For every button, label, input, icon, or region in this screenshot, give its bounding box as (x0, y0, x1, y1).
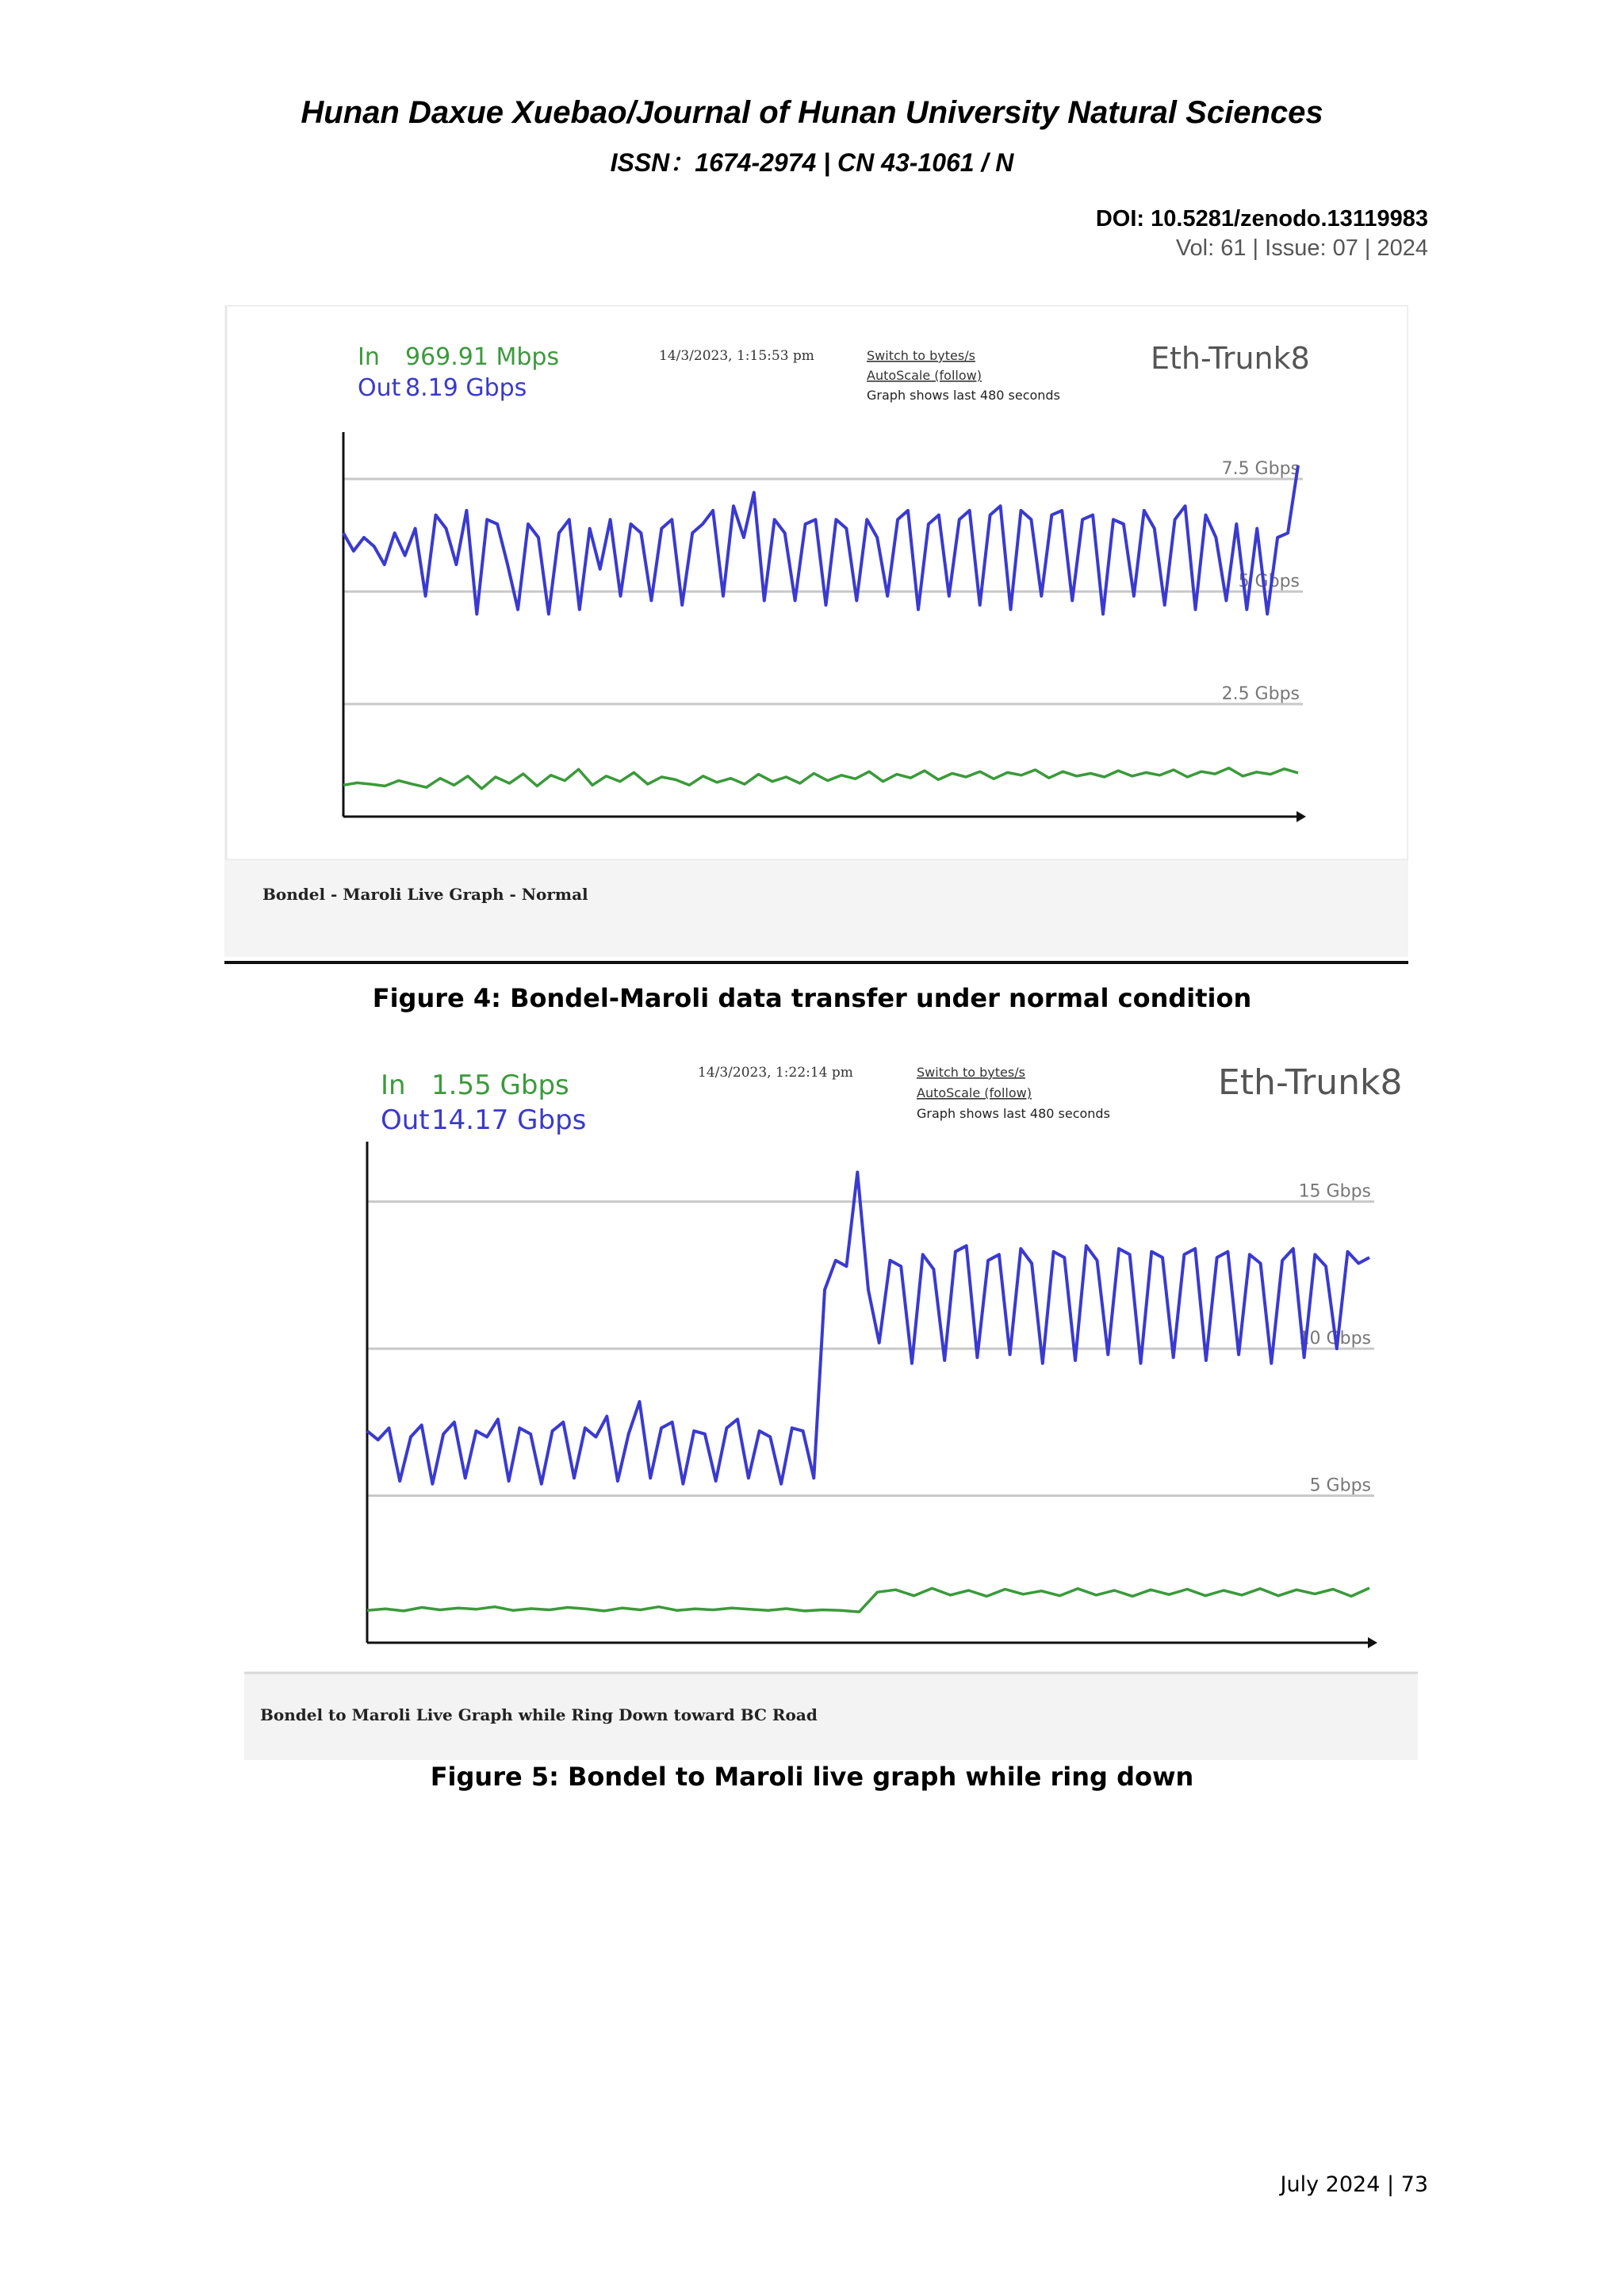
figure-4-caption: Figure 4: Bondel-Maroli data transfer under normal condition (372, 983, 1252, 1013)
figure-5-svg (244, 1031, 1418, 1760)
y-tick-label: 2.5 Gbps (1221, 684, 1300, 705)
figure-4-rule (224, 961, 1408, 964)
graph-window-note: Graph shows last 480 seconds (867, 388, 1060, 403)
out-label: Out (381, 1104, 430, 1136)
switch-units-link[interactable]: Switch to bytes/s (917, 1065, 1025, 1080)
figure-5-subcaption: Bondel to Maroli Live Graph while Ring Down toward BC Road (260, 1705, 818, 1724)
figure-5-screenshot (244, 1031, 1418, 1760)
journal-title: Hunan Daxue Xuebao/Journal of Hunan University Natural Sciences (301, 95, 1323, 130)
y-tick-label: 10 Gbps (1298, 1329, 1371, 1349)
figure-4-screenshot (224, 305, 1408, 957)
interface-name: Eth-Trunk8 (1218, 1062, 1403, 1103)
y-tick-label: 5 Gbps (1309, 1475, 1371, 1496)
switch-units-link[interactable]: Switch to bytes/s (867, 348, 975, 363)
y-tick-label: 7.5 Gbps (1221, 459, 1300, 480)
figure-4-panel-border (226, 305, 1408, 860)
doi: DOI: 10.5281/zenodo.13119983 (1095, 206, 1428, 232)
out-value: 8.19 Gbps (405, 374, 527, 402)
interface-name: Eth-Trunk8 (1151, 341, 1310, 376)
timestamp: 14/3/2023, 1:22:14 pm (698, 1065, 853, 1081)
footer-date: July 2024 (1280, 2172, 1381, 2197)
in-value: 1.55 Gbps (431, 1070, 569, 1101)
figure-5-caption: Figure 5: Bondel to Maroli live graph while ring down (430, 1762, 1194, 1792)
y-tick-label: 5 Gbps (1238, 572, 1300, 592)
timestamp: 14/3/2023, 1:15:53 pm (659, 348, 814, 364)
out-label: Out (358, 374, 401, 402)
out-value: 14.17 Gbps (431, 1104, 587, 1136)
volume-issue: Vol: 61 | Issue: 07 | 2024 (1175, 235, 1428, 261)
figure-4-subcaption: Bondel - Maroli Live Graph - Normal (262, 885, 588, 904)
autoscale-link[interactable]: AutoScale (follow) (917, 1085, 1032, 1100)
in-value: 969.91 Mbps (405, 343, 560, 371)
figure-4-svg (224, 305, 1408, 957)
in-label: In (358, 343, 380, 371)
page-number: 73 (1400, 2172, 1428, 2197)
figure-4-caption-strip (224, 860, 1408, 957)
autoscale-link[interactable]: AutoScale (follow) (867, 368, 982, 383)
y-tick-label: 15 Gbps (1298, 1181, 1371, 1202)
graph-window-note: Graph shows last 480 seconds (917, 1106, 1110, 1121)
in-label: In (381, 1070, 406, 1101)
page-footer: July 2024 | 73 (1280, 2172, 1428, 2197)
issn-line: ISSN：1674-2974 | CN 43-1061 / N (610, 148, 1014, 177)
